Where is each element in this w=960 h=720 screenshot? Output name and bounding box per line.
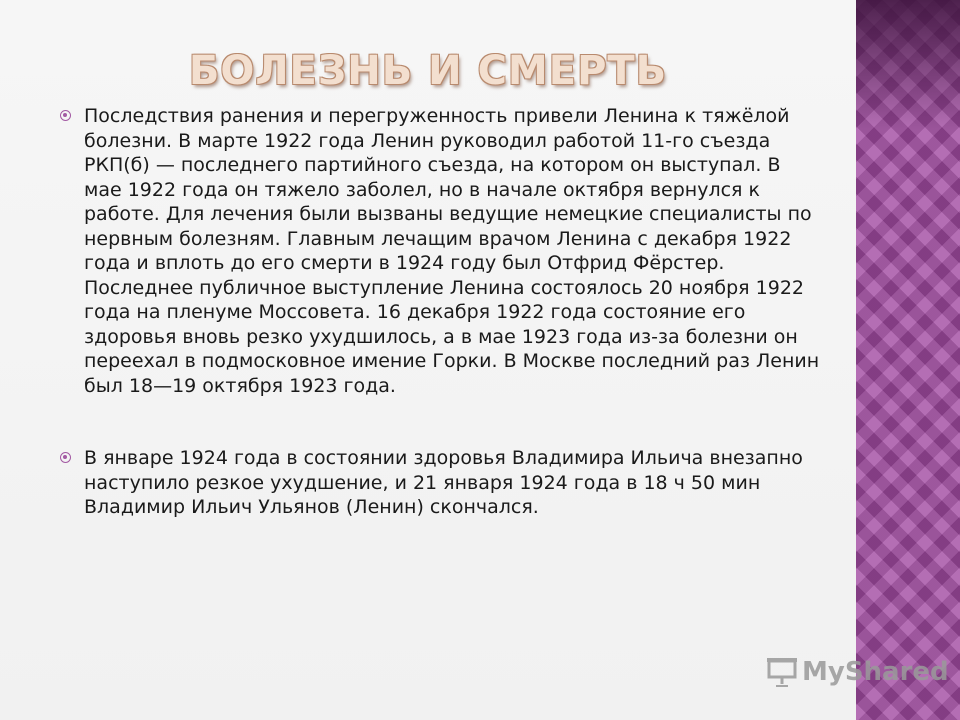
- watermark: [766, 656, 949, 688]
- slide-title: БОЛЕЗНЬ И СМЕРТЬ: [188, 48, 668, 94]
- decorative-side-panel: [856, 0, 960, 720]
- bullet-item: [60, 104, 820, 398]
- bullet-text: Последствия ранения и перегруженность привели Ленина к тяжёлой болезни. В марте 1922 года Ленин руководил работой 11-го съезда РКП(б) — последнего партийного съезда, на котором он выступал. В мае 1922 года он тяжело заболел, но в начале октября вернулся к работе. Для лечения были вызваны ведущие немецкие специалисты по нервным болезням. Главным лечащим врачом Ленина с декабря 1922 года и вплоть до его смерти в 1924 году был Отфрид Фёрстер. Последнее публичное выступление Ленина состоялось 20 ноября 1922 года на пленуме Моссовета. 16 декабря 1922 года состояние его здоровья вновь резко ухудшилось, а в мае 1923 года из-за болезни он переехал в подмосковное имение Горки. В Москве последний раз Ленин был 18—19 октября 1923 года.: [84, 105, 820, 397]
- bullet-circle-icon: [60, 452, 71, 463]
- bullet-item: [60, 446, 820, 520]
- projector-screen-icon: [766, 657, 798, 687]
- watermark-text: MyShared: [802, 657, 949, 687]
- bullet-text: В январе 1924 года в состоянии здоровья Владимира Ильича внезапно наступило резкое ухудшение, и 21 января 1924 года в 18 ч 50 мин Владимир Ильич Ульянов (Ленин) скончался.: [84, 447, 803, 518]
- bullet-list: [60, 104, 820, 520]
- bullet-circle-icon: [60, 110, 71, 121]
